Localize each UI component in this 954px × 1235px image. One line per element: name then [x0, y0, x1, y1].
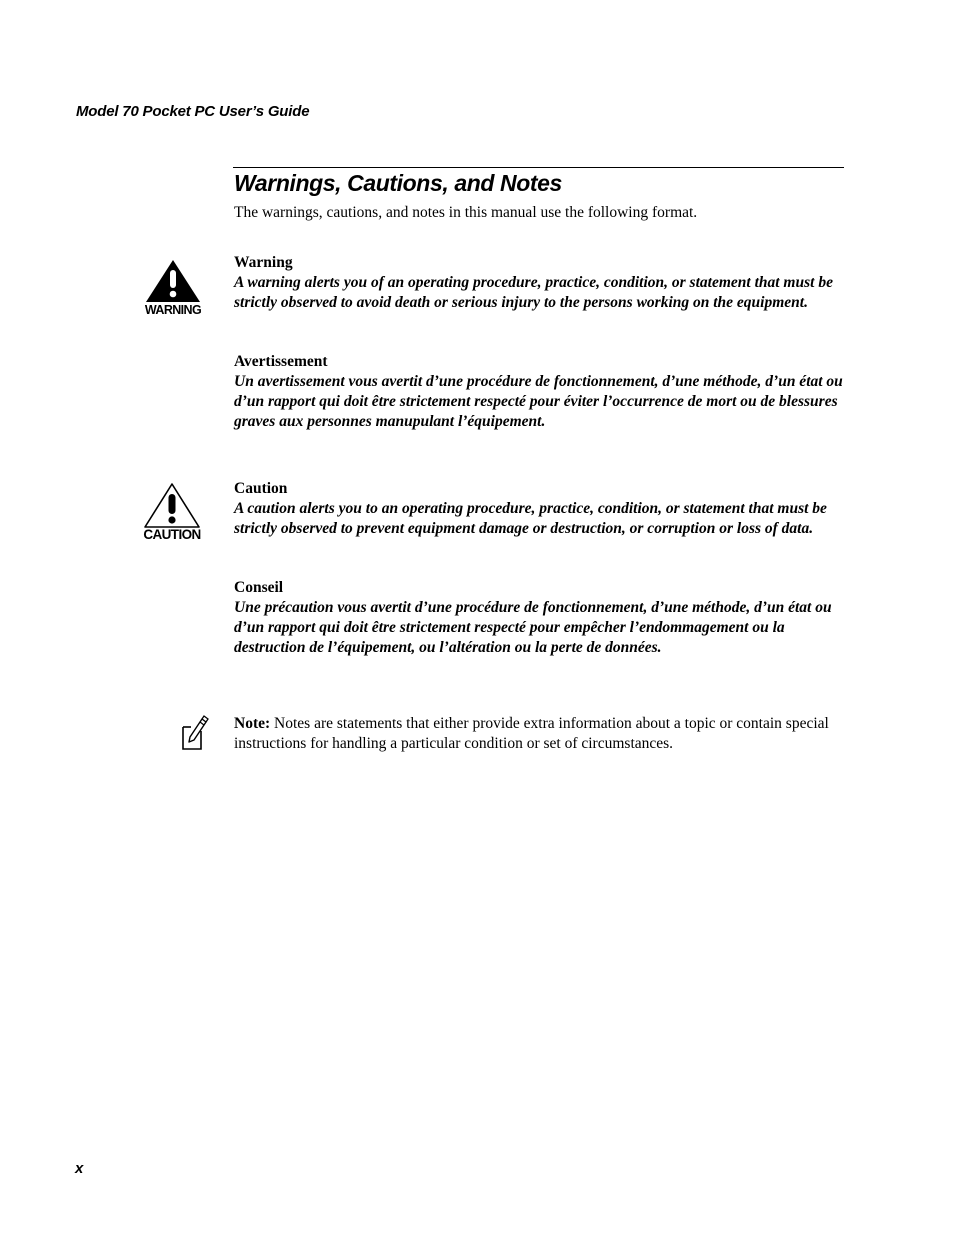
avertissement-label: Avertissement — [234, 353, 328, 370]
page-number: x — [75, 1160, 84, 1177]
note-pencil-icon — [181, 713, 209, 751]
caution-block — [234, 479, 844, 539]
caution-label: Caution — [234, 480, 288, 497]
note-label: Note: — [234, 715, 271, 732]
caution-icon-label: CAUTION — [143, 527, 201, 542]
conseil-label: Conseil — [234, 579, 284, 596]
avertissement-body: Un avertissement vous avertit d’une procédure de fonctionnement, d’une méthode, d’un état ou d’un rapport qui doit être strictement respecté pour éviter l’occurrence de mort ou de blessures graves aux personnes manupulant l’équipement. — [234, 373, 843, 430]
warning-icon-label: WARNING — [144, 303, 202, 317]
warning-label: Warning — [234, 254, 293, 271]
warning-body: A warning alerts you of an operating procedure, practice, condition, or statement that must be strictly observed to avoid death or serious injury to the persons working on the equipment. — [234, 274, 833, 311]
conseil-body: Une précaution vous avertit d’une procédure de fonctionnement, d’une méthode, d’un état ou d’un rapport qui doit être strictement respecté pour empêcher l’endommagement ou la destruction de l’équipement, ou l’altération ou la perte de données. — [234, 599, 832, 656]
caution-body: A caution alerts you to an operating procedure, practice, condition, or statement that must be strictly observed to prevent equipment damage or destruction, or corruption or loss of data. — [234, 500, 827, 537]
warning-icon — [140, 258, 206, 318]
warning-block — [234, 253, 844, 313]
note-block — [234, 714, 844, 754]
note-body: Notes are statements that either provide extra information about a topic or contain special instructions for handling a particular condition or set of circumstances. — [234, 715, 829, 752]
section-intro: The warnings, cautions, and notes in this manual use the following format. — [234, 204, 698, 221]
conseil-block — [234, 578, 844, 658]
section-title: Warnings, Cautions, and Notes — [234, 170, 562, 196]
caution-icon — [139, 482, 205, 544]
avertissement-block — [234, 352, 844, 432]
section-rule — [233, 167, 844, 168]
running-head: Model 70 Pocket PC User’s Guide — [76, 103, 310, 120]
